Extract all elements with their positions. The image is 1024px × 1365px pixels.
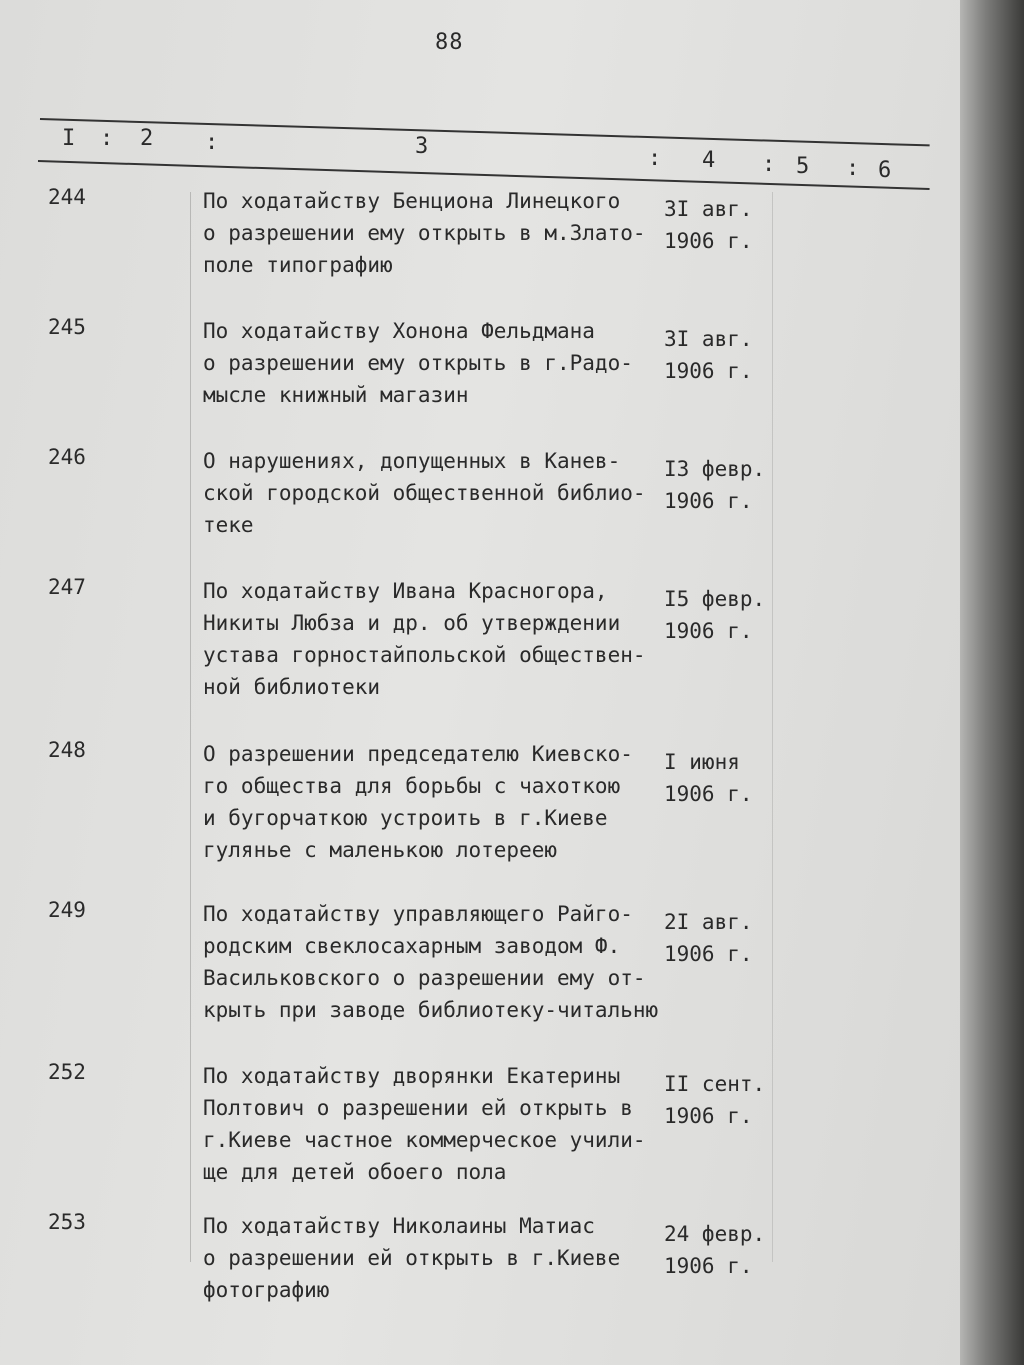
entry-date-line: 1906 г.: [664, 489, 753, 513]
entry-date: [664, 323, 753, 387]
entry-description-line: По ходатайству Ивана Красногора,: [203, 579, 608, 603]
entry-description: [203, 1060, 646, 1188]
entry-description-line: По ходатайству Николаины Матиас: [203, 1214, 595, 1238]
entry-date-line: I3 февр.: [664, 457, 766, 481]
entry-number: 247: [48, 575, 86, 599]
entry-description-line: устава горностайпольской обществен-: [203, 643, 646, 667]
entry-date: [664, 1218, 765, 1282]
entry-date-line: 2I авг.: [664, 910, 753, 934]
header-sep-5: :: [846, 156, 860, 181]
entry-description-line: ной библиотеки: [203, 675, 381, 699]
header-col-2: 2: [140, 126, 154, 151]
entry-number: 249: [48, 898, 86, 922]
entry-date-line: 3I авг.: [664, 197, 753, 221]
header-sep-3: :: [648, 146, 662, 171]
entry-date-line: 1906 г.: [664, 229, 753, 253]
entry-date: [664, 906, 753, 970]
entry-date: [664, 1068, 765, 1132]
entry-date: [664, 746, 753, 810]
entry-description-line: крыть при заводе библиотеку-читальню: [203, 998, 659, 1022]
entry-description-line: Полтович о разрешении ей открыть в: [203, 1096, 633, 1120]
entry-number: 248: [48, 738, 86, 762]
entry-date-line: I июня: [664, 750, 740, 774]
header-sep-4: :: [762, 152, 776, 177]
entry-description-line: Никиты Любза и др. об утверждении: [203, 611, 621, 635]
entry-number: 245: [48, 315, 86, 339]
entry-description: [203, 898, 658, 1026]
header-col-5: 5: [796, 154, 810, 179]
entry-date-line: 3I авг.: [664, 327, 753, 351]
binding-edge: [960, 0, 1024, 1365]
entry-number: 253: [48, 1210, 86, 1234]
entry-description-line: Васильковского о разрешении ему от-: [203, 966, 646, 990]
entry-date-line: 1906 г.: [664, 782, 753, 806]
entry-description: [203, 1210, 620, 1306]
header-col-4: 4: [702, 148, 716, 173]
entry-description-line: поле типографию: [203, 253, 393, 277]
entry-number: 244: [48, 185, 86, 209]
entry-description-line: О разрешении председателю Киевско-: [203, 742, 633, 766]
column-rule: [190, 192, 191, 1262]
entry-date: [664, 583, 765, 647]
entry-description: [203, 315, 633, 411]
entry-description-line: гулянье с маленькою лотереею: [203, 838, 558, 862]
entry-description-line: По ходатайству управляющего Райго-: [203, 902, 633, 926]
header-sep-2: :: [205, 130, 219, 155]
entry-description-line: По ходатайству дворянки Екатерины: [203, 1064, 621, 1088]
entry-date-line: 1906 г.: [664, 359, 753, 383]
entry-description-line: По ходатайству Хонона Фельдмана: [203, 319, 595, 343]
header-col-1: I: [62, 126, 76, 151]
entry-description-line: ской городской общественной библио-: [203, 481, 646, 505]
entry-number: 246: [48, 445, 86, 469]
page-number: 88: [435, 30, 464, 55]
entry-description-line: и бугорчаткою устроить в г.Киеве: [203, 806, 608, 830]
entry-description-line: теке: [203, 513, 254, 537]
entry-date-line: 1906 г.: [664, 1104, 753, 1128]
entry-date-line: 1906 г.: [664, 942, 753, 966]
header-col-6: 6: [878, 158, 892, 183]
entry-date-line: II сент.: [664, 1072, 766, 1096]
header-top-rule: [40, 118, 930, 146]
header-sep-1: :: [100, 126, 114, 151]
entry-description-line: г.Киеве частное коммерческое учили-: [203, 1128, 646, 1152]
entry-description-line: фотографию: [203, 1278, 330, 1302]
entry-description: [203, 738, 633, 866]
entry-number: 252: [48, 1060, 86, 1084]
entry-description-line: ще для детей обоего пола: [203, 1160, 507, 1184]
entry-description: [203, 185, 646, 281]
entry-description-line: По ходатайству Бенциона Линецкого: [203, 189, 621, 213]
entry-description: [203, 575, 646, 703]
entry-date: [664, 193, 753, 257]
entry-description-line: мысле книжный магазин: [203, 383, 469, 407]
entry-date-line: 1906 г.: [664, 1254, 753, 1278]
entry-description-line: о разрешении ей открыть в г.Киеве: [203, 1246, 621, 1270]
entry-description-line: го общества для борьбы с чахоткою: [203, 774, 621, 798]
entry-description-line: О нарушениях, допущенных в Канев-: [203, 449, 621, 473]
entry-description-line: о разрешении ему открыть в м.Злато-: [203, 221, 646, 245]
entry-date-line: I5 февр.: [664, 587, 766, 611]
entry-description-line: родским свеклосахарным заводом Ф.: [203, 934, 621, 958]
column-rule: [772, 192, 773, 1262]
entry-date: [664, 453, 765, 517]
header-col-3: 3: [415, 134, 429, 159]
entry-date-line: 1906 г.: [664, 619, 753, 643]
entry-date-line: 24 февр.: [664, 1222, 766, 1246]
entry-description: [203, 445, 646, 541]
entry-description-line: о разрешении ему открыть в г.Радо-: [203, 351, 633, 375]
